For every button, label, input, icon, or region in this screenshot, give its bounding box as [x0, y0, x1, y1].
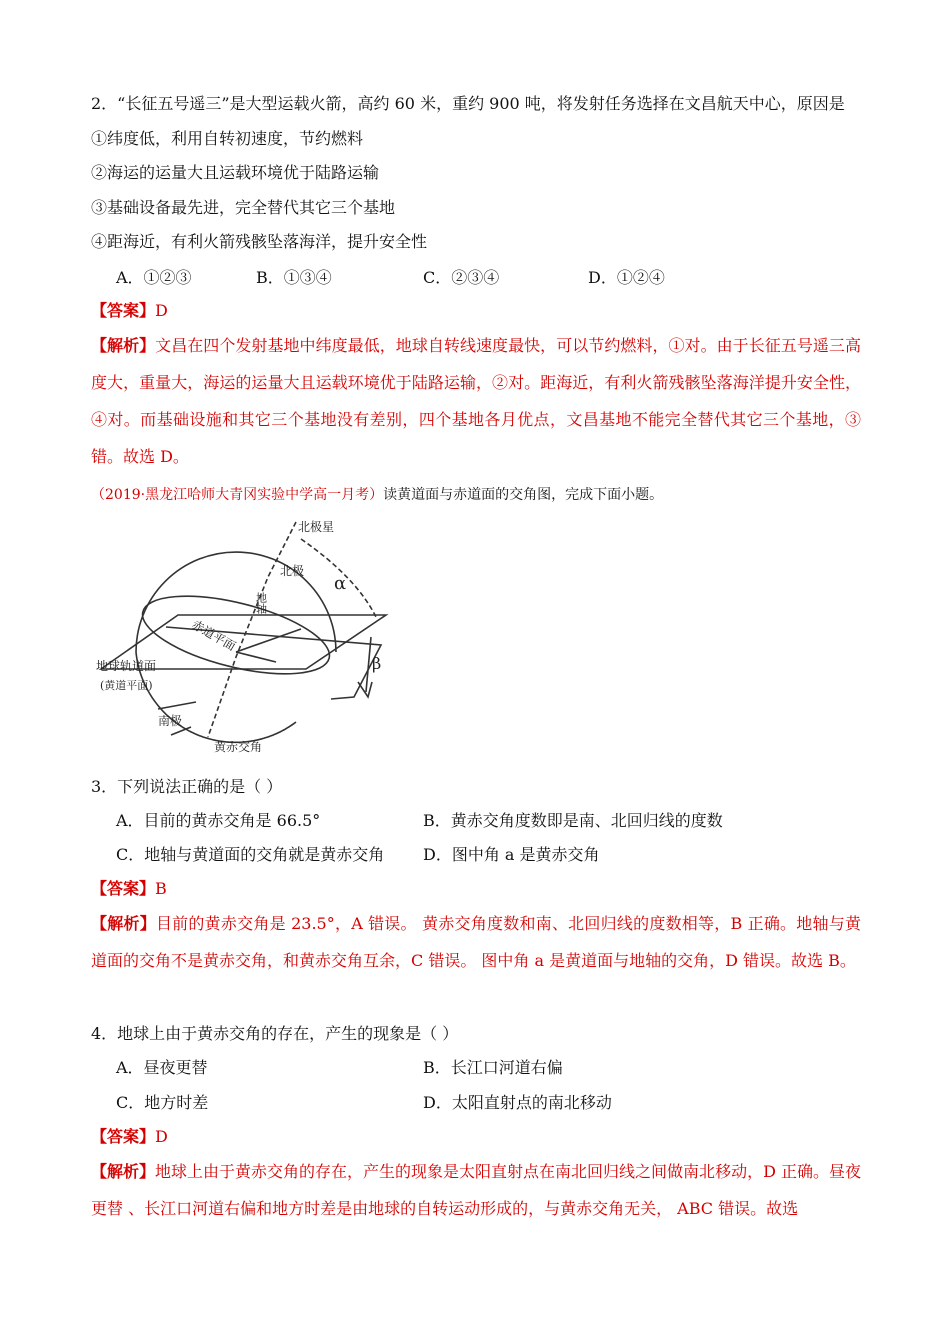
- q2-answer-tag: 【答案】: [91, 301, 156, 320]
- label-caption: 黄赤交角: [214, 740, 263, 754]
- label-alpha: α: [334, 573, 347, 594]
- q3-analysis-tag: 【解析】: [91, 914, 156, 933]
- q2-option-b: B．①③④: [256, 268, 332, 287]
- orbit-leader: [158, 702, 196, 709]
- q2-option-a: A．①②③: [116, 268, 192, 287]
- q3-analysis-text: 目前的黄赤交角是 23.5°，A 错误。 黄赤交角度数和南、北回归线的度数相等，B 正确。地轴与黄道面的交角不是黄赤交角，和黄赤交角互余，C 错误。 图中角 a 是黄道面与地轴的交角，D 错误。故选 B。: [91, 914, 861, 970]
- diagram-lines: [101, 522, 386, 742]
- source-line: [91, 485, 663, 505]
- q2-option-d: D．①②④: [588, 268, 665, 287]
- q4-answer-tag: 【答案】: [91, 1127, 156, 1146]
- q2-item-2: ②海运的运量大且运载环境优于陆路运输: [91, 163, 380, 182]
- source-text: 读黄道面与赤道面的交角图，完成下面小题。: [383, 487, 664, 503]
- q3-stem: 3．下列说法正确的是（ ）: [91, 777, 283, 796]
- q3-option-c: C．地轴与黄道面的交角就是黄赤交角: [116, 845, 385, 864]
- label-equator-plane: 赤道平面: [189, 617, 239, 654]
- q4-stem: 4．地球上由于黄赤交角的存在，产生的现象是（ ）: [91, 1024, 459, 1043]
- q3-answer-value: B: [155, 879, 167, 898]
- q3-option-d: D．图中角 a 是黄赤交角: [423, 845, 600, 864]
- q2-stem: 2．“长征五号遥三”是大型运载火箭，高约 60 米，重约 900 吨，将发射任务选择在文昌航天中心，原因是: [91, 94, 845, 113]
- q4-option-a: A．昼夜更替: [116, 1058, 208, 1077]
- q4-option-b: B．长江口河道右偏: [423, 1058, 563, 1077]
- earth-axis: [208, 522, 296, 737]
- q4-option-d: D．太阳直射点的南北移动: [423, 1093, 612, 1112]
- label-axis: 地轴: [254, 592, 268, 614]
- q2-answer-value: D: [155, 301, 168, 320]
- q3-option-a: A．目前的黄赤交角是 66.5°: [116, 811, 321, 830]
- q2-answer: [91, 301, 168, 321]
- q2-item-4: ④距海近，有利火箭残骸坠落海洋，提升安全性: [91, 232, 428, 251]
- equator-plane-ellipse: [135, 581, 337, 690]
- q3-answer: [91, 879, 167, 899]
- q4-answer: [91, 1127, 168, 1147]
- q3-option-b: B．黄赤交角度数即是南、北回归线的度数: [423, 811, 723, 830]
- q3-answer-tag: 【答案】: [91, 879, 156, 898]
- globe-lower-outline: [136, 652, 296, 742]
- label-orbit-plane: 地球轨道面: [96, 659, 157, 673]
- q4-analysis: [91, 1153, 861, 1227]
- q2-analysis: [91, 327, 861, 475]
- beta-arrow: [358, 682, 372, 697]
- label-north-pole: 北极: [280, 564, 305, 578]
- q4-analysis-text: 地球上由于黄赤交角的存在，产生的现象是太阳直射点在南北回归线之间做南北移动，D 正确。昼夜更替 、长江口河道右偏和地方时差是由地球的自转运动形成的，与黄赤交角无关， ABC 错误。故选: [91, 1162, 861, 1218]
- label-polaris: 北极星: [298, 520, 335, 534]
- q2-item-1: ①纬度低，利用自转初速度，节约燃料: [91, 129, 364, 148]
- q4-answer-value: D: [155, 1127, 168, 1146]
- q2-analysis-text: 文昌在四个发射基地中纬度最低，地球自转线速度最快，可以节约燃料，①对。由于长征五号遥三高度大，重量大，海运的运量大且运载环境优于陆路运输，②对。距海近，有利火箭残骸坠落海洋提升安全性，④对。而基础设施和其它三个基地没有差别，四个基地各月优点，文昌基地不能完全替代其它三个基地，③错。故选 D。: [91, 336, 861, 466]
- q4-analysis-tag: 【解析】: [91, 1162, 156, 1181]
- q3-analysis: [91, 905, 861, 979]
- label-ecliptic-plane: (黄道平面): [100, 679, 153, 692]
- q2-analysis-tag: 【解析】: [91, 336, 156, 355]
- q2-option-c: C．②③④: [423, 268, 500, 287]
- ecliptic-equator-diagram: [96, 517, 396, 765]
- q4-option-c: C．地方时差: [116, 1093, 209, 1112]
- label-beta: β: [372, 654, 382, 673]
- q2-item-3: ③基础设备最先进，完全替代其它三个基地: [91, 198, 396, 217]
- source-tag: （2019·黑龙江哈师大青冈实验中学高一月考）: [91, 487, 384, 503]
- label-south-pole: 南极: [158, 714, 183, 728]
- tilted-plane-edge: [166, 627, 381, 699]
